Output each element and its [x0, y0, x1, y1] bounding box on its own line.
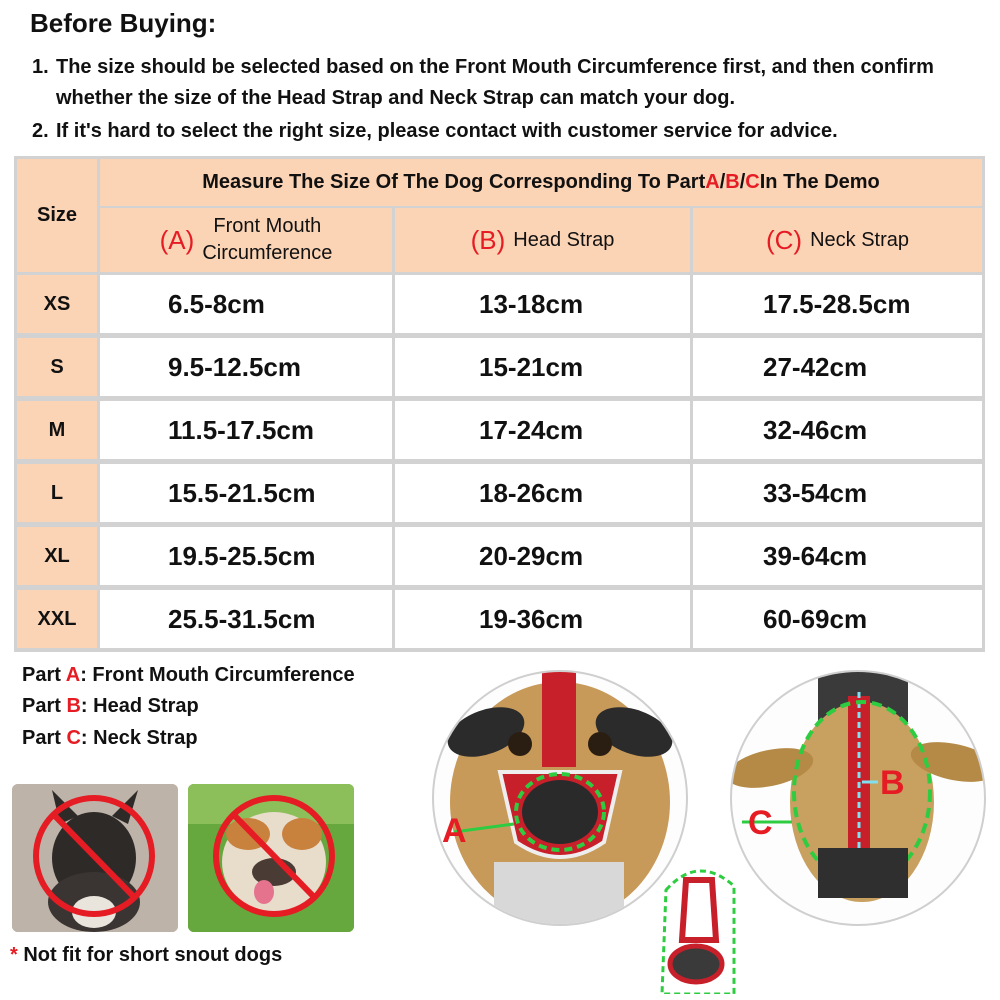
part-legend-c: Part C: Neck Strap: [22, 727, 198, 749]
column-letter-a: (A): [159, 224, 195, 255]
measure-banner: [100, 159, 982, 206]
note-number: 1.: [32, 56, 49, 78]
french-bulldog-photo: [12, 784, 178, 932]
value-cell-a: 25.5-31.5cm: [100, 590, 392, 648]
size-cell: M: [17, 401, 97, 459]
value-cell-a: 6.5-8cm: [100, 275, 392, 333]
size-cell: XXL: [17, 590, 97, 648]
legend-letter-c: C: [66, 727, 81, 749]
illus-label-b: B: [880, 764, 905, 802]
value-cell-b: 20-29cm: [395, 527, 690, 585]
measure-part-b: B: [725, 171, 740, 193]
value-cell-a: 9.5-12.5cm: [100, 338, 392, 396]
measure-part-a: A: [705, 171, 720, 193]
muzzle-front-illustration: [432, 670, 688, 926]
measure-banner-suffix: In The Demo: [759, 171, 880, 193]
measure-slash: /: [739, 171, 746, 193]
measure-slash: /: [719, 171, 726, 193]
value-cell-c: 32-46cm: [693, 401, 982, 459]
size-cell: L: [17, 464, 97, 522]
size-cell: XL: [17, 527, 97, 585]
value-cell-c: 60-69cm: [693, 590, 982, 648]
column-header-a: [100, 208, 392, 272]
note-text: If it's hard to select the right size, please contact with customer service for advice.: [56, 120, 838, 142]
value-cell-b: 19-36cm: [395, 590, 690, 648]
value-cell-b: 18-26cm: [395, 464, 690, 522]
column-label-a: Front Mouth Circumference: [202, 215, 333, 264]
column-label-b: Head Strap: [513, 228, 615, 251]
column-letter-c: (C): [765, 224, 803, 255]
value-cell-b: 13-18cm: [395, 275, 690, 333]
footnote-star: *: [10, 944, 18, 966]
value-cell-b: 17-24cm: [395, 401, 690, 459]
value-cell-a: 11.5-17.5cm: [100, 401, 392, 459]
english-bulldog-photo: [188, 784, 354, 932]
instruction-note-2: [32, 116, 966, 147]
value-cell-b: 15-21cm: [395, 338, 690, 396]
note-number: 2.: [32, 120, 49, 142]
legend-letter-a: A: [65, 664, 81, 686]
size-column-header: Size: [17, 159, 97, 272]
column-header-b: [395, 208, 690, 272]
measure-banner-prefix: Measure The Size Of The Dog Corresponding To Part: [202, 171, 706, 193]
value-cell-c: 39-64cm: [693, 527, 982, 585]
value-cell-c: 33-54cm: [693, 464, 982, 522]
muzzle-top-illustration: [730, 670, 986, 926]
measure-part-c: C: [745, 171, 760, 193]
size-cell: S: [17, 338, 97, 396]
column-letter-b: (B): [470, 224, 506, 255]
size-cell: XS: [17, 275, 97, 333]
instruction-note-1: [32, 52, 966, 114]
column-label-c: Neck Strap: [810, 228, 910, 251]
size-chart-table: [14, 156, 985, 652]
column-header-c: [693, 208, 982, 272]
part-legend-a: Part A: Front Mouth Circumference: [22, 664, 355, 686]
value-cell-c: 27-42cm: [693, 338, 982, 396]
value-cell-a: 19.5-25.5cm: [100, 527, 392, 585]
illus-label-c: C: [748, 804, 773, 842]
part-legend-b: Part B: Head Strap: [22, 695, 199, 717]
illus-label-a: A: [442, 812, 467, 850]
value-cell-a: 15.5-21.5cm: [100, 464, 392, 522]
muzzle-product-image: [656, 860, 740, 994]
note-text: The size should be selected based on the Front Mouth Circumference first, and then confirm whether the size of the Head Strap and Neck Strap can match your dog.: [56, 56, 934, 109]
before-buying-title: Before Buying:: [30, 8, 217, 38]
short-snout-footnote: * Not fit for short snout dogs: [10, 944, 283, 966]
value-cell-c: 17.5-28.5cm: [693, 275, 982, 333]
legend-letter-b: B: [66, 695, 81, 717]
